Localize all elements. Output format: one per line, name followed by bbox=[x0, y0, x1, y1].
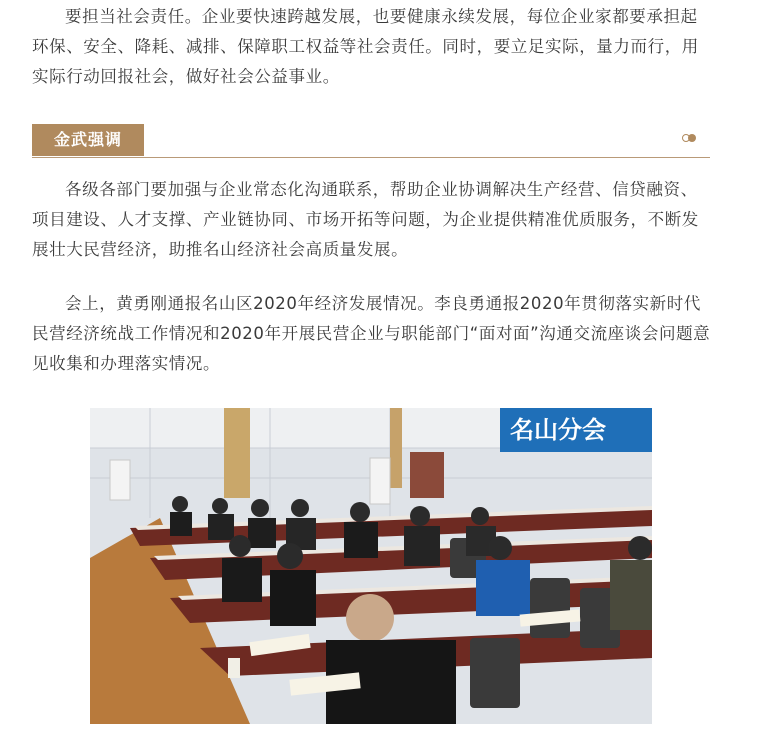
paragraph-departments: 各级各部门要加强与企业常态化沟通联系，帮助企业协调解决生产经营、信贷融资、项目建设、人才支撑、产业链协同、市场开拓等问题，为企业提供精准优质服务，不断发展壮大民营经济，助推名山经济社会高质量发展。 bbox=[32, 180, 699, 259]
meeting-photo bbox=[90, 408, 652, 724]
paragraph-social-responsibility: 要担当社会责任。企业要快速跨越发展，也要健康永续发展，每位企业家都要承担起环保、安全、降耗、减排、保障职工权益等社会责任。同时，要立足实际，量力而行，用实际行动回报社会，做好社会公益事业。 bbox=[32, 7, 699, 86]
section-header bbox=[32, 124, 710, 160]
section-divider bbox=[32, 157, 710, 158]
paragraph-meeting-report: 会上，黄勇刚通报名山区2020年经济发展情况。李良勇通报2020年贯彻落实新时代民营经济统战工作情况和2020年开展民营企业与职能部门“面对面”沟通交流座谈会问题意见收集和办理落实情况。 bbox=[32, 294, 711, 373]
banner-text: 名山分会 bbox=[510, 416, 606, 444]
section-title: 金武强调 bbox=[32, 124, 144, 156]
decorative-dots-icon bbox=[682, 132, 702, 144]
